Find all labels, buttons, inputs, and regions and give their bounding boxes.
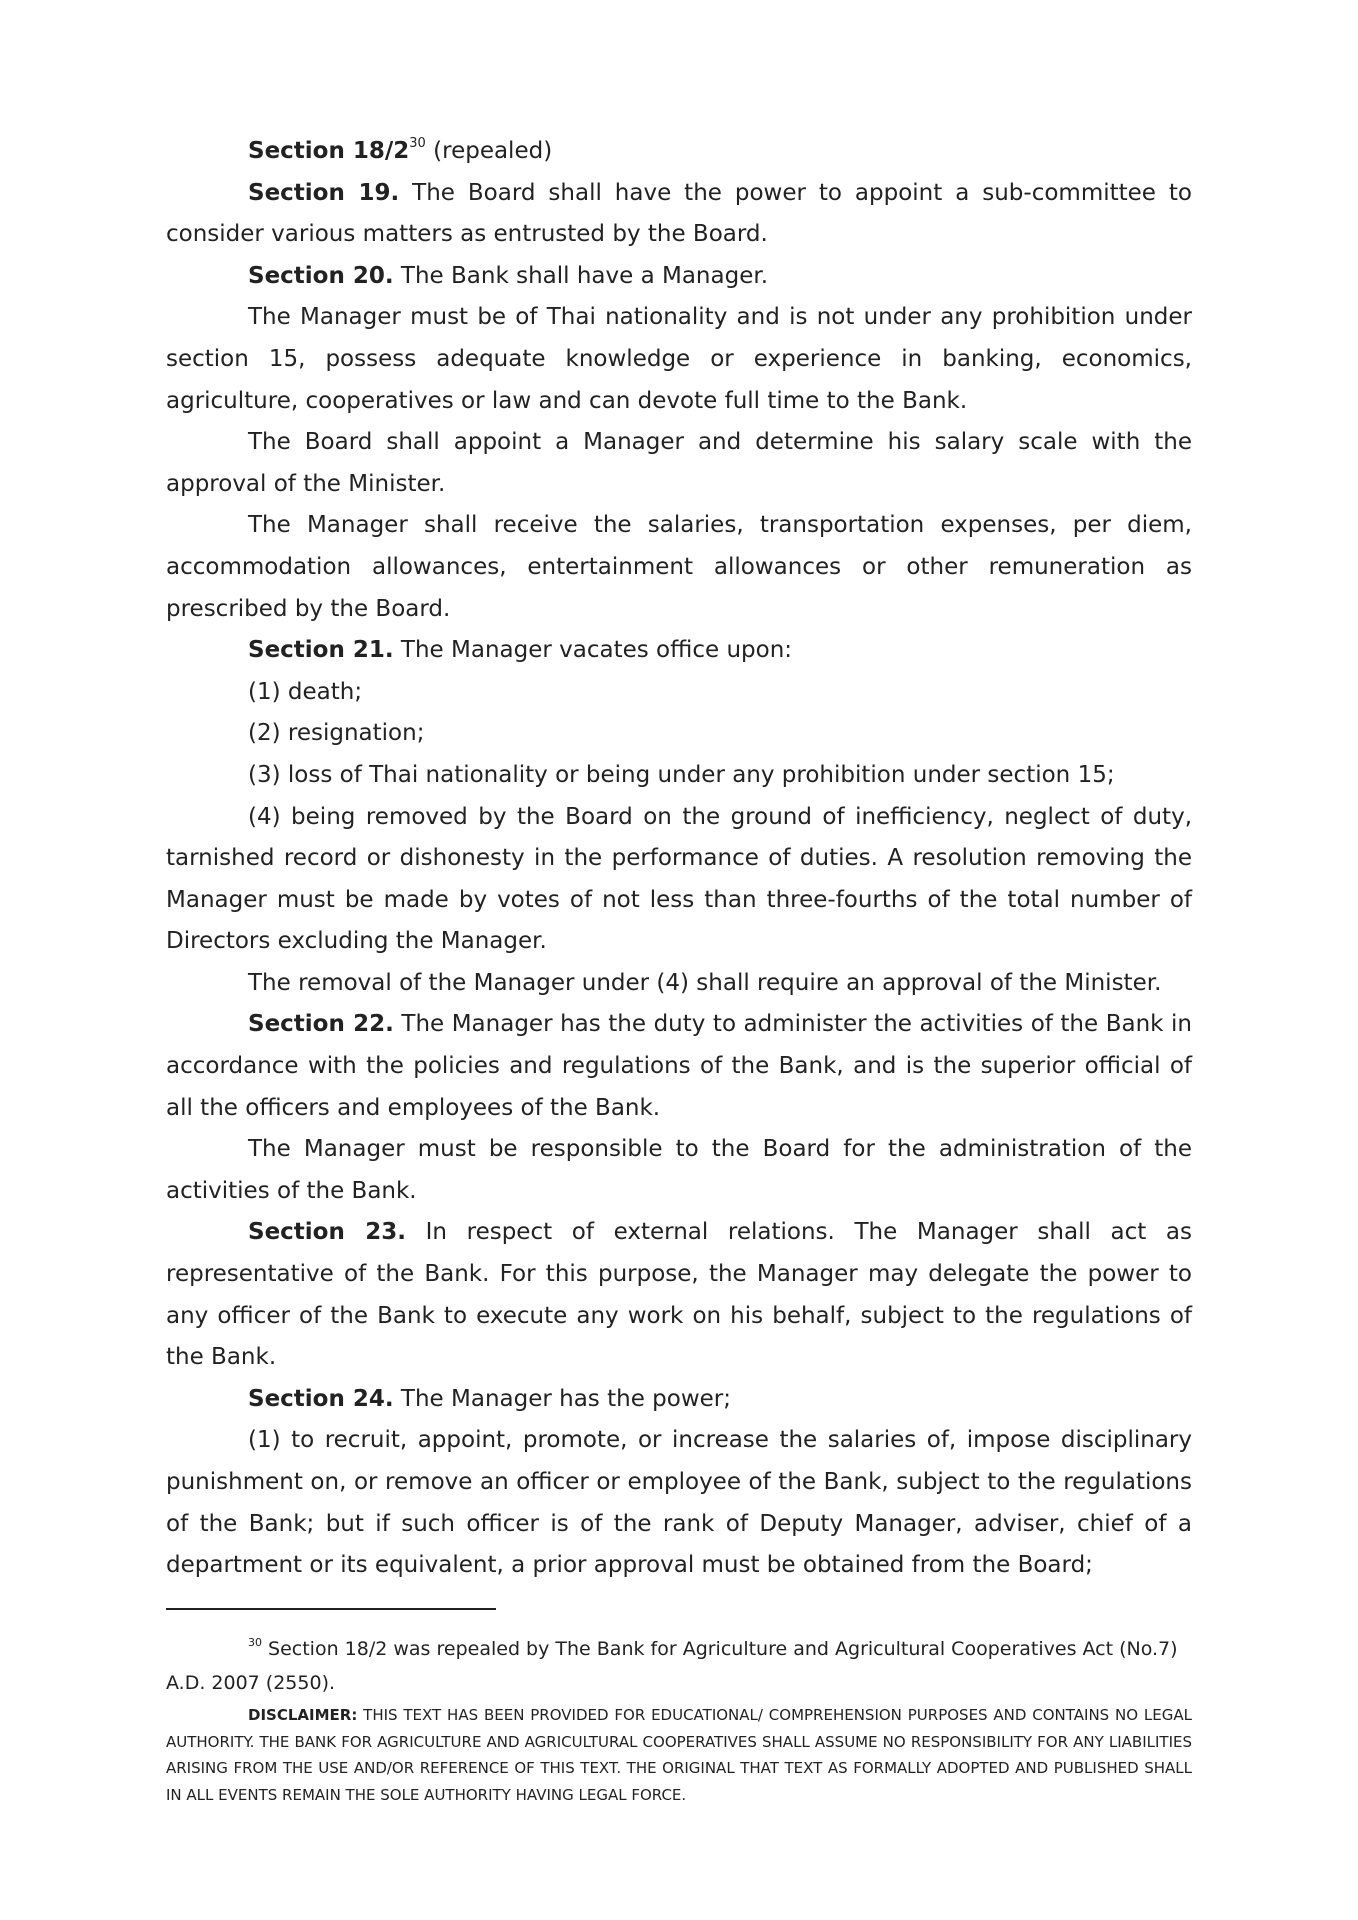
section-19-paragraph (166, 173, 1192, 256)
footnote-reference[interactable]: 30 (409, 136, 426, 151)
disclaimer (166, 1702, 1192, 1808)
paragraph-text: The Manager vacates office upon: (393, 637, 793, 664)
power-item-1: (1) to recruit, appoint, promote, or increase the salaries of, impose disciplinary punishment on, or remove an officer or employee of the Bank, subject to the regulations of the Bank; but if such officer is of the rank of Deputy Manager, adviser, chief of a department or its equivalent, a prior approval must be obtained from the Board; (166, 1427, 1192, 1579)
paragraph-text: The Manager has the power; (393, 1385, 731, 1412)
paragraph-text: The Board shall have the power to appoint a sub-committee to consider various matters as entrusted by the Board. (166, 179, 1192, 248)
disclaimer-paragraph (166, 1702, 1192, 1808)
list-item-4: (4) being removed by the Board on the ground of inefficiency, neglect of duty, tarnished record or dishonesty in the performance of duties. A resolution removing the Manager must be made by votes of not less than three-fourths of the total number of Directors excluding the Manager. (166, 803, 1192, 955)
section-label: Section 24. (248, 1385, 394, 1412)
footnote-text: Section 18/2 was repealed by The Bank for Agriculture and Agricultural Cooperatives Act (No.7) A.D. 2007 (2550). (166, 1638, 1178, 1694)
list-item-1: (1) death; (248, 678, 363, 705)
section-label: Section 18/2 (248, 138, 410, 164)
disclaimer-label: DISCLAIMER: (248, 1706, 358, 1724)
removal-approval-paragraph: The removal of the Manager under (4) shall require an approval of the Minister. (248, 969, 1162, 996)
section-23-paragraph (166, 1212, 1192, 1378)
section-label: Section 20. (248, 262, 394, 289)
body-text (166, 131, 1192, 1587)
paragraph-text: The Manager has the duty to administer the activities of the Bank in accordance with the policies and regulations of the Bank, and is the superior official of all the officers and employees of the Bank. (166, 1011, 1192, 1121)
disclaimer-text: THIS TEXT HAS BEEN PROVIDED FOR EDUCATIONAL/ COMPREHENSION PURPOSES AND CONTAINS NO LEGAL AUTHORITY. THE BANK FOR AGRICULTURE AND AGRICULTURAL COOPERATIVES SHALL ASSUME NO RESPONSIBILITY FOR ANY LIABILITIES ARISING FROM THE USE AND/OR REFERENCE OF THIS TEXT. THE ORIGINAL THAT TEXT AS FORMALLY ADOPTED AND PUBLISHED SHALL IN ALL EVENTS REMAIN THE SOLE AUTHORITY HAVING LEGAL FORCE. (166, 1706, 1192, 1804)
paragraph-text: In respect of external relations. The Manager shall act as representative of the Bank. For this purpose, the Manager may delegate the power to any officer of the Bank to execute any work on his behalf, subject to the regulations of the Bank. (166, 1219, 1192, 1371)
footnote-divider (166, 1608, 496, 1610)
paragraph-text: The Bank shall have a Manager. (393, 262, 768, 289)
manager-appointment-paragraph: The Board shall appoint a Manager and determine his salary scale with the approval of the Minister. (166, 429, 1192, 497)
footnote-number: 30 (248, 1636, 262, 1649)
footnote-30 (166, 1632, 1192, 1700)
section-22-paragraph (166, 1004, 1192, 1129)
section-label: Section 23. (248, 1219, 406, 1246)
section-18-2-paragraph (166, 131, 1192, 173)
manager-qualification-paragraph: The Manager must be of Thai nationality and is not under any prohibition under section 15, possess adequate knowledge or experience in banking, economics, agriculture, cooperatives or law and can devote full time to the Bank. (166, 304, 1192, 414)
manager-responsibility-paragraph: The Manager must be responsible to the Board for the administration of the activities of the Bank. (166, 1136, 1192, 1204)
list-item-2: (2) resignation; (248, 720, 425, 747)
section-21-paragraph (166, 630, 1192, 672)
section-20-paragraph (166, 256, 1192, 298)
paragraph-text: (repealed) (425, 138, 553, 164)
section-label: Section 21. (248, 637, 394, 664)
footnote (166, 1632, 1192, 1700)
section-24-paragraph (166, 1379, 1192, 1421)
manager-remuneration-paragraph: The Manager shall receive the salaries, transportation expenses, per diem, accommodation allowances, entertainment allowances or other remuneration as prescribed by the Board. (166, 512, 1192, 622)
list-item-3: (3) loss of Thai nationality or being under any prohibition under section 15; (248, 761, 1115, 788)
section-label: Section 19. (248, 179, 400, 206)
section-label: Section 22. (248, 1011, 394, 1038)
